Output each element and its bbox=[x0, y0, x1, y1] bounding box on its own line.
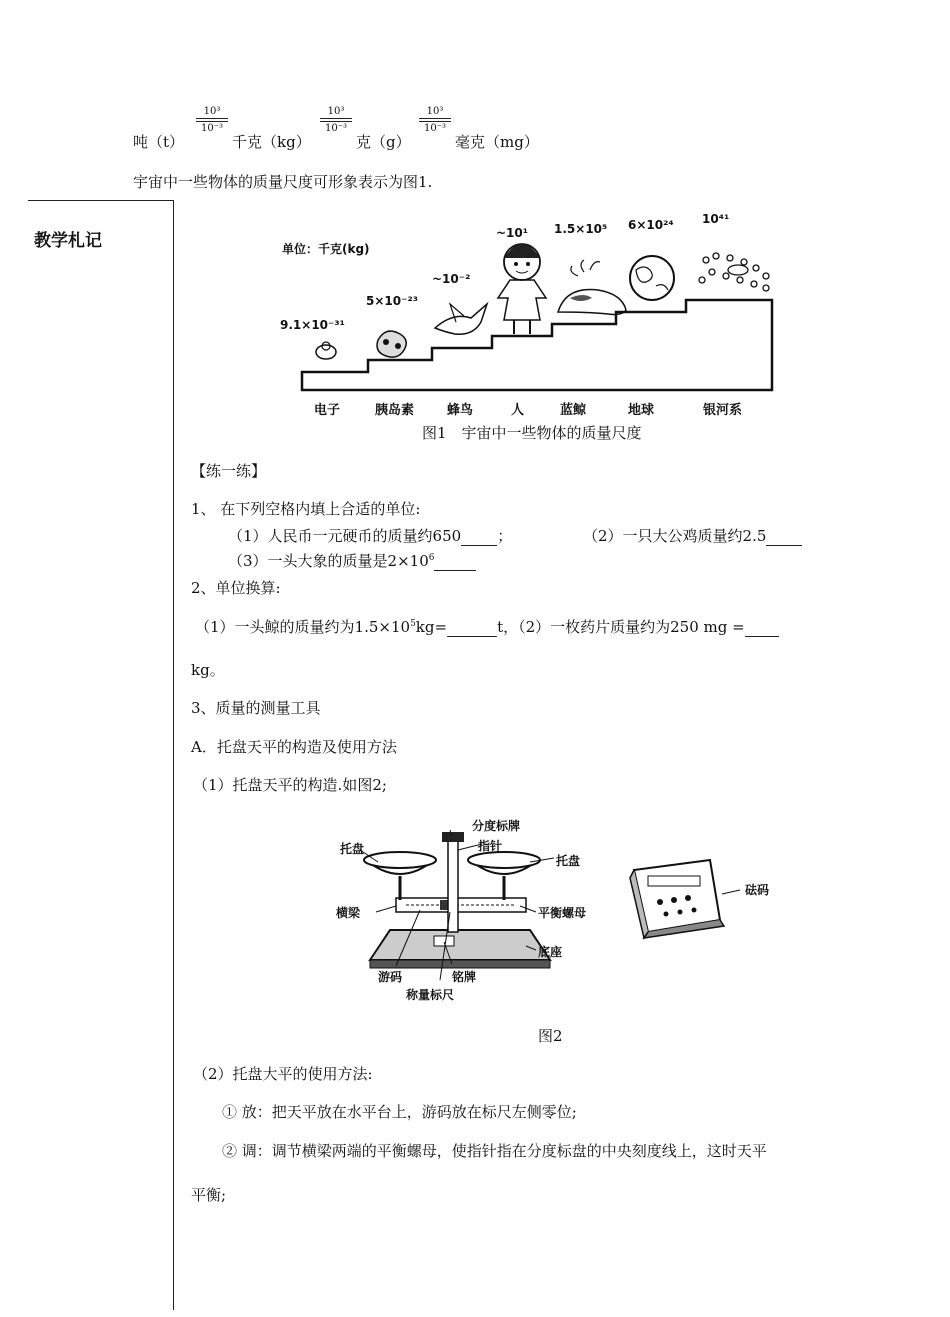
figure1-object-whale: 蓝鲸 bbox=[560, 403, 587, 418]
hummingbird-icon bbox=[435, 304, 487, 334]
question-1-2: （2）一只大公鸡质量约2.5 bbox=[583, 525, 802, 546]
question-1: 1、 在下列空格内填上合适的单位: bbox=[191, 500, 421, 518]
label-nameplate: 铭牌 bbox=[452, 970, 477, 984]
label-scale: 称量标尺 bbox=[406, 988, 455, 1002]
label-scale-plate: 分度标牌 bbox=[472, 819, 521, 833]
practice-heading: 【练一练】 bbox=[191, 462, 267, 480]
figure1-value-electron: 9.1×10⁻³¹ bbox=[280, 318, 345, 332]
usage-step-2-cont: 平衡; bbox=[191, 1186, 227, 1204]
figure1-unit-label: 单位：千克(kg) bbox=[282, 242, 370, 256]
figure1-object-electron: 电子 bbox=[314, 403, 341, 418]
electron-icon bbox=[316, 342, 336, 359]
sidebar-divider bbox=[173, 200, 174, 1310]
figure1-caption: 图1 宇宙中一些物体的质量尺度 bbox=[422, 424, 642, 442]
answer-blank[interactable] bbox=[434, 552, 476, 571]
sidebar-label: 教学札记 bbox=[34, 231, 102, 251]
question-3-a1: （1）托盘天平的构造.如图2; bbox=[193, 776, 387, 794]
usage-step-1: ① 放：把天平放在水平台上，游码放在标尺左侧零位; bbox=[222, 1103, 577, 1121]
label-beam: 横梁 bbox=[336, 906, 361, 920]
label-rider: 游码 bbox=[378, 970, 403, 984]
factor-down: 10⁻³ bbox=[200, 123, 223, 134]
label-balance-nut: 平衡螺母 bbox=[538, 906, 587, 920]
unit-ton: 吨（t） bbox=[133, 133, 185, 151]
person-icon bbox=[498, 244, 546, 334]
figure1-object-insulin: 胰岛素 bbox=[375, 403, 415, 418]
question-2-end: kg。 bbox=[191, 661, 225, 679]
answer-blank[interactable] bbox=[461, 527, 497, 546]
figure1-value-galaxy: 10⁴¹ bbox=[702, 212, 730, 226]
answer-blank[interactable] bbox=[447, 618, 497, 637]
stair-outline bbox=[302, 300, 772, 390]
label-pan-left: 托盘 bbox=[340, 842, 365, 856]
question-3-a: A．托盘天平的构造及使用方法 bbox=[191, 738, 397, 756]
earth-icon bbox=[630, 256, 674, 300]
sidebar-top-rule bbox=[28, 200, 174, 201]
label-pan-right: 托盘 bbox=[556, 854, 581, 868]
answer-blank[interactable] bbox=[745, 618, 779, 637]
question-2-line: （1）一头鲸的质量约为$1.5\times 10^5kg= t$，（2）一枚药片质量约为250 mg = bbox=[195, 616, 779, 637]
figure1-value-insulin: 5×10⁻²³ bbox=[366, 294, 418, 308]
whale-icon bbox=[558, 260, 626, 315]
figure2-caption: 图2 bbox=[538, 1027, 563, 1045]
answer-blank[interactable] bbox=[766, 527, 802, 546]
question-1-1: （1）人民币一元硬币的质量约650 ； bbox=[228, 527, 513, 545]
label-pointer: 指针 bbox=[478, 839, 503, 853]
figure1-object-earth: 地球 bbox=[628, 403, 655, 418]
question-2: 2、单位换算: bbox=[191, 579, 281, 597]
question-1-3: （3）一头大象的质量是$2\times 10^6$ bbox=[228, 550, 476, 571]
figure1-object-galaxy: 银河系 bbox=[703, 403, 743, 418]
figure1-value-whale: 1.5×10⁵ bbox=[554, 222, 608, 236]
weights-box-icon bbox=[630, 860, 740, 938]
figure1-value-hummingbird: ~10⁻² bbox=[432, 272, 471, 286]
figure1-value-person: ~10¹ bbox=[496, 226, 529, 240]
unit-gram: 克（g） bbox=[356, 133, 411, 151]
unit-milligram: 毫克（mg） bbox=[455, 133, 539, 151]
conversion-arrow-2: 10³ 10⁻³ bbox=[318, 106, 354, 134]
figure1-value-earth: 6×10²⁴ bbox=[628, 218, 674, 232]
galaxy-icon bbox=[699, 253, 769, 291]
unit-kilogram: 千克（kg） bbox=[232, 133, 311, 151]
insulin-icon bbox=[377, 331, 406, 357]
usage-step-2: ② 调：调节横梁两端的平衡螺母，使指针指在分度标盘的中央刻度线上，这时天平 bbox=[222, 1142, 767, 1160]
figure1-object-person: 人 bbox=[511, 403, 525, 418]
label-weights: 砝码 bbox=[745, 883, 770, 897]
label-base: 底座 bbox=[538, 945, 563, 959]
conversion-arrow-1 bbox=[194, 106, 230, 134]
conversion-arrow-3: 10³ 10⁻³ bbox=[417, 106, 453, 134]
usage-heading: （2）托盘大平的使用方法: bbox=[193, 1065, 373, 1083]
intro-text: 宇宙中一些物体的质量尺度可形象表示为图1. bbox=[133, 173, 433, 191]
figure1-object-hummingbird: 蜂鸟 bbox=[447, 403, 474, 418]
factor-up: 10³ bbox=[203, 106, 221, 117]
question-3: 3、质量的测量工具 bbox=[191, 699, 321, 717]
